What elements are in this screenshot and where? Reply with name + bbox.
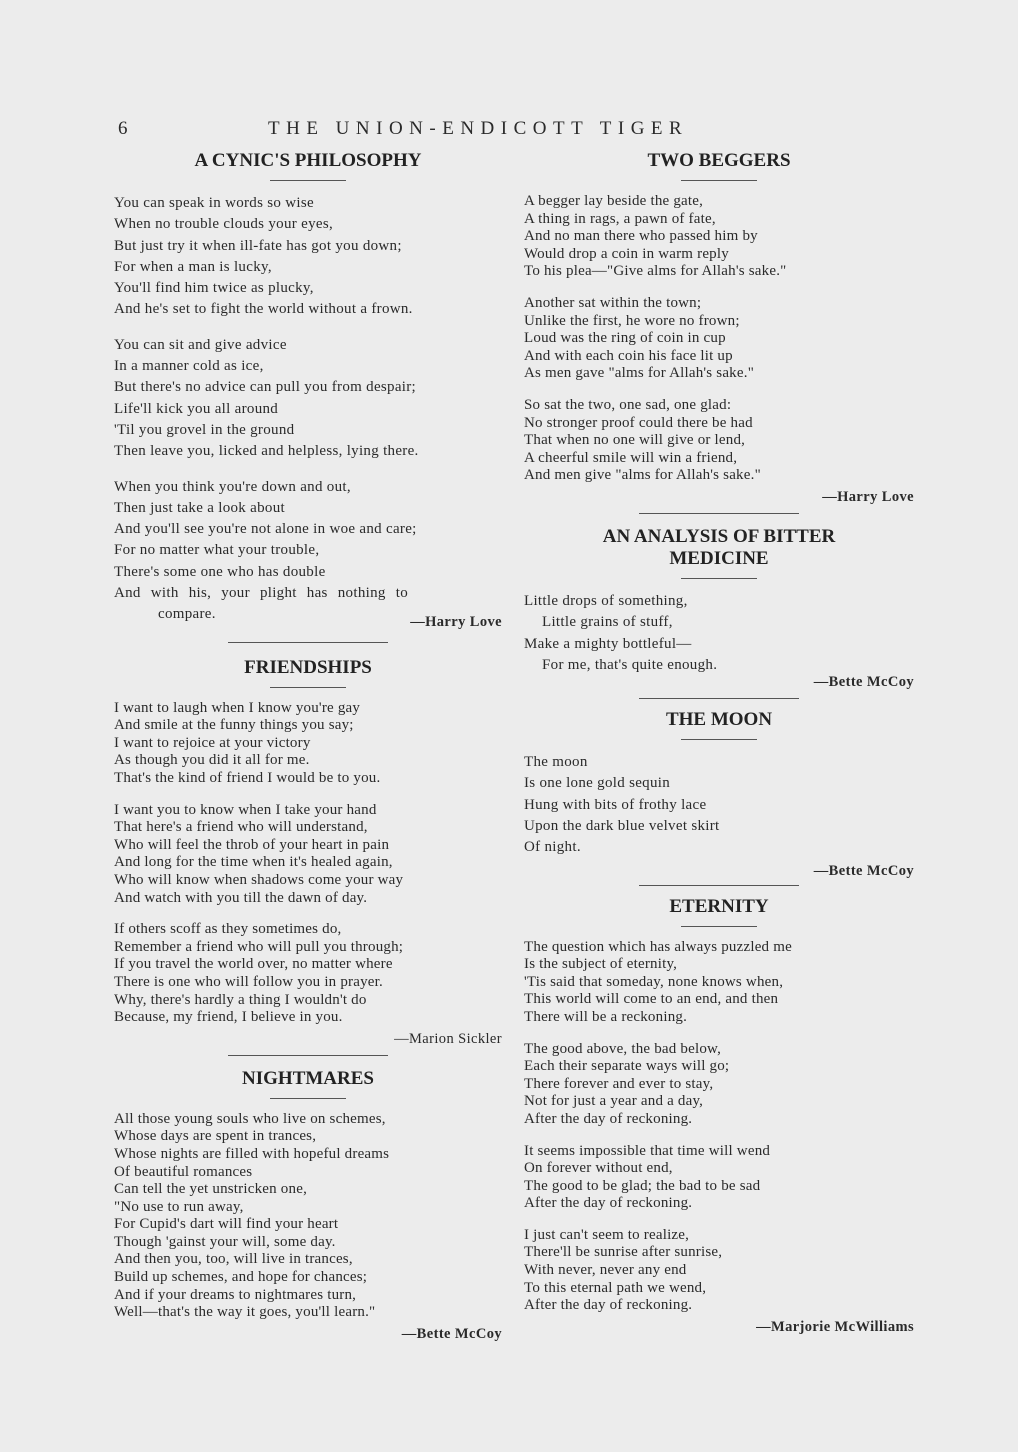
poem-line: In a manner cold as ice,: [114, 358, 264, 375]
title-divider: [681, 180, 757, 181]
stanza: [114, 335, 502, 463]
poem-line: 'Til you grovel in the ground: [114, 421, 295, 438]
poem-title: TWO BEGGERS: [647, 150, 791, 171]
poem-line: Is the subject of eternity,: [524, 956, 678, 973]
poem-line: Who will know when shadows come your way: [114, 871, 404, 888]
poem-line: Though 'gainst your will, some day.: [114, 1233, 336, 1250]
poem-line: There'll be sunrise after sunrise,: [524, 1244, 723, 1261]
poem-line: Then leave you, licked and helpless, lying there.: [114, 443, 419, 460]
poem-line: If you travel the world over, no matter where: [114, 956, 393, 973]
poem-line: Of night.: [524, 839, 581, 856]
poem-line: You can speak in words so wise: [114, 195, 314, 211]
poem-line: For when a man is lucky,: [114, 258, 272, 275]
poem-line: After the day of reckoning.: [524, 1195, 693, 1212]
poem-line: To his plea—"Give alms for Allah's sake.": [524, 263, 787, 280]
poem-line: A cheerful smile will win a friend,: [524, 449, 738, 466]
stanza: [114, 921, 502, 1027]
poem-line: And you'll see you're not alone in woe and care;: [114, 521, 417, 538]
poem-line: Is one lone gold sequin: [524, 775, 671, 792]
poem-author: —Bette McCoy: [813, 862, 914, 879]
poem-title: NIGHTMARES: [242, 1067, 374, 1089]
poem-line: For no matter what your trouble,: [114, 542, 320, 559]
poem-author: —Bette McCoy: [401, 1325, 502, 1342]
poem-line: Unlike the first, he wore no frown;: [524, 312, 740, 329]
poem-line: You can sit and give advice: [114, 336, 287, 353]
poem-line: Of beautiful romances: [114, 1163, 253, 1180]
poem-line: Little grains of stuff,: [542, 614, 673, 631]
poem-line: And men give "alms for Allah's sake.": [524, 467, 761, 484]
poem-line: And with his, your plight has nothing to: [114, 585, 408, 602]
poem-line: And he's set to fight the world without a frown.: [114, 301, 413, 318]
poem-line: The moon: [524, 754, 588, 771]
poem-line: No stronger proof could there be had: [524, 414, 753, 431]
poem-line: Another sat within the town;: [524, 294, 702, 311]
poem-bitter-medicine: [524, 526, 914, 692]
poem-line: And if your dreams to nightmares turn,: [114, 1286, 357, 1303]
poem-line: Loud was the ring of coin in cup: [524, 330, 726, 347]
poem-line: For Cupid's dart will find your heart: [114, 1216, 339, 1233]
poem-line: After the day of reckoning.: [524, 1297, 693, 1314]
poem-line: All those young souls who live on schemes,: [114, 1110, 386, 1127]
poem-line: And watch with you till the dawn of day.: [114, 889, 368, 906]
title-divider: [681, 578, 757, 579]
poem-line: Then just take a look about: [114, 499, 285, 516]
poem-cynics-philosophy: [114, 150, 502, 632]
poem-line: Hung with bits of frothy lace: [524, 796, 707, 813]
poem-line: But just try it when ill-fate has got you down;: [114, 237, 402, 254]
poem-line: The good to be glad; the bad to be sad: [524, 1177, 761, 1194]
poem-line: A begger lay beside the gate,: [524, 193, 704, 209]
title-divider: [270, 180, 346, 181]
poem-line: Who will feel the throb of your heart in pain: [114, 836, 390, 853]
page-number: 6: [118, 118, 129, 139]
section-divider: [228, 642, 388, 643]
poem-author: —Marjorie McWilliams: [756, 1318, 914, 1335]
poem-author: —Marion Sickler: [394, 1030, 502, 1047]
stanza: [524, 1143, 914, 1213]
poem-line: Whose nights are filled with hopeful dreams: [114, 1145, 390, 1162]
poem-line: To this eternal path we wend,: [524, 1279, 707, 1296]
poem-line: When you think you're down and out,: [114, 478, 351, 495]
poem-line: Because, my friend, I believe in you.: [114, 1009, 343, 1026]
poem-line: The good above, the bad below,: [524, 1040, 722, 1057]
poem-line: It seems impossible that time will wend: [524, 1142, 771, 1159]
title-divider: [270, 1098, 346, 1099]
poem-title: ETERNITY: [669, 895, 769, 917]
poem-title: A CYNIC'S PHILOSOPHY: [194, 150, 422, 171]
poem-line: The question which has always puzzled me: [524, 938, 792, 955]
poem-the-moon: [524, 709, 914, 880]
poem-line: Not for just a year and a day,: [524, 1093, 704, 1110]
stanza: [114, 1111, 502, 1322]
poem-line: So sat the two, one sad, one glad:: [524, 396, 732, 413]
poem-friendships: [114, 657, 502, 1049]
poem-line: That when no one will give or lend,: [524, 432, 746, 449]
stanza: [524, 1227, 914, 1315]
poem-line: And smile at the funny things you say;: [114, 717, 354, 734]
stanza: [114, 700, 502, 788]
poem-line: And no man there who passed him by: [524, 228, 758, 245]
poem-line: Why, there's hardly a thing I wouldn't do: [114, 991, 367, 1008]
poem-title: FRIENDSHIPS: [244, 656, 372, 678]
stanza: [524, 939, 914, 1027]
poem-line: Each their separate ways will go;: [524, 1058, 730, 1075]
title-divider: [681, 926, 757, 927]
stanza: [524, 295, 914, 383]
section-divider: [228, 1055, 388, 1056]
poem-line: As though you did it all for me.: [114, 752, 310, 769]
poem-line: With never, never any end: [524, 1262, 687, 1279]
poem-two-beggers: [524, 150, 914, 507]
poem-line: I want to laugh when I know you're gay: [114, 699, 361, 716]
poem-line: You'll find him twice as plucky,: [114, 280, 314, 297]
section-divider: [639, 885, 799, 886]
poem-line: 'Tis said that someday, none knows when,: [524, 973, 784, 990]
title-divider: [270, 687, 346, 688]
poem-line: I just can't seem to realize,: [524, 1226, 690, 1243]
poem-line: I want you to know when I take your hand: [114, 801, 377, 818]
poem-line: Whose days are spent in trances,: [114, 1128, 317, 1145]
poem-line: On forever without end,: [524, 1160, 673, 1177]
stanza: [524, 752, 914, 858]
poem-line: A thing in rags, a pawn of fate,: [524, 210, 716, 227]
poem-line: When no trouble clouds your eyes,: [114, 216, 334, 233]
right-column: [524, 150, 914, 1337]
title-divider: [681, 739, 757, 740]
stanza: [114, 193, 502, 321]
page-header: [118, 118, 918, 142]
poem-line: Life'll kick you all around: [114, 400, 279, 417]
poem-line: If others scoff as they sometimes do,: [114, 921, 342, 938]
poem-line: Upon the dark blue velvet skirt: [524, 817, 720, 834]
poem-line: That's the kind of friend I would be to you.: [114, 770, 381, 787]
poem-line: For me, that's quite enough.: [542, 656, 718, 673]
poem-author: —Harry Love: [410, 613, 502, 630]
poem-author: —Bette McCoy: [813, 674, 914, 691]
poem-line: There's some one who has double: [114, 563, 326, 580]
poem-title: THE MOON: [665, 709, 773, 731]
poem-line: As men gave "alms for Allah's sake.": [524, 365, 755, 382]
publication-title: THE UNION-ENDICOTT TIGER: [268, 118, 689, 139]
poem-line: There forever and ever to stay,: [524, 1075, 714, 1092]
left-column: [114, 150, 502, 1344]
poem-line: There will be a reckoning.: [524, 1008, 688, 1025]
poem-line: And with each coin his face lit up: [524, 347, 733, 364]
poem-line: And then you, too, will live in trances,: [114, 1251, 353, 1268]
poem-line: I want to rejoice at your victory: [114, 734, 311, 751]
poem-line: But there's no advice can pull you from despair;: [114, 379, 417, 396]
poem-line: This world will come to an end, and then: [524, 991, 779, 1008]
poem-title-line-1: AN ANALYSIS OF BITTER: [602, 525, 836, 547]
section-divider: [639, 698, 799, 699]
stanza: [524, 1041, 914, 1129]
poem-title-line-2: MEDICINE: [669, 547, 769, 569]
stanza: [524, 591, 914, 676]
poem-line: Make a mighty bottleful—: [524, 635, 692, 652]
stanza: [114, 477, 502, 626]
poem-line: Remember a friend who will pull you through;: [114, 938, 404, 955]
poem-author: —Harry Love: [822, 488, 914, 505]
poem-eternity: [524, 896, 914, 1337]
stanza: [114, 802, 502, 908]
poem-line: compare.: [158, 606, 216, 623]
poem-line: After the day of reckoning.: [524, 1110, 693, 1127]
stanza: [524, 397, 914, 485]
poem-line: Can tell the yet unstricken one,: [114, 1181, 308, 1198]
poem-line: There is one who will follow you in prayer.: [114, 973, 383, 990]
poem-line: Well—that's the way it goes, you'll learn.": [114, 1304, 376, 1321]
section-divider: [639, 513, 799, 514]
poem-line: Would drop a coin in warm reply: [524, 245, 729, 262]
poem-line: Little drops of something,: [524, 592, 688, 609]
poem-line: "No use to run away,: [114, 1198, 244, 1215]
stanza: [524, 193, 914, 281]
poem-line: Build up schemes, and hope for chances;: [114, 1269, 368, 1286]
poem-line: That here's a friend who will understand,: [114, 819, 368, 836]
poem-nightmares: [114, 1068, 502, 1344]
poem-line: And long for the time when it's healed again,: [114, 854, 393, 871]
